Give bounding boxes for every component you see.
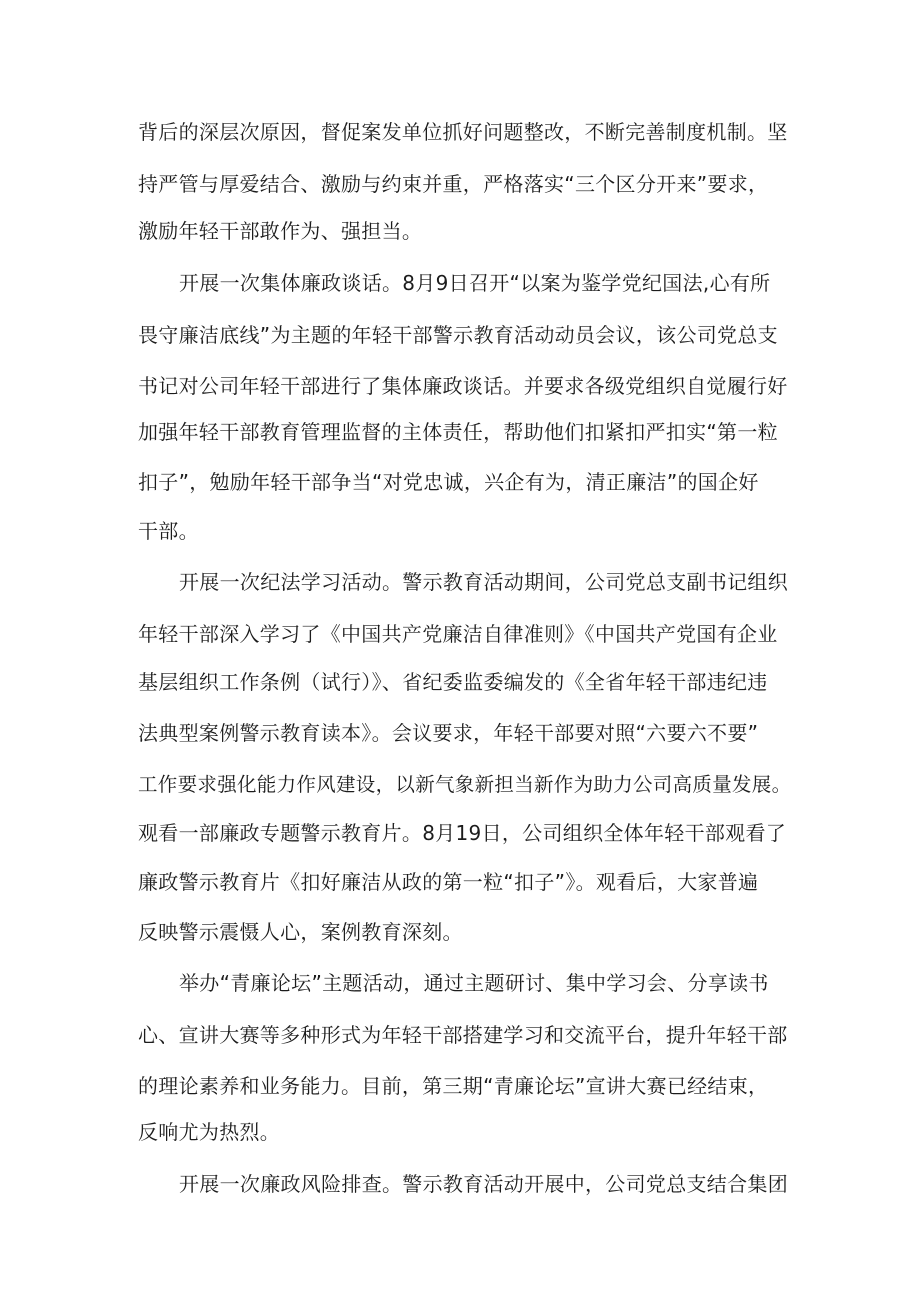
text-line: 举办“青廉论坛”主题活动，通过主题研讨、集中学习会、分享读书	[179, 971, 769, 995]
text-line: 背后的深层次原因，督促案发单位抓好问题整改，不断完善制度机制。坚	[138, 120, 788, 144]
text-line: 开展一次廉政风险排查。警示教育活动开展中，公司党总支结合集团	[179, 1172, 788, 1196]
text-line: 激励年轻干部敢作为、强担当。	[138, 219, 423, 243]
text-line: 干部。	[138, 519, 199, 543]
text-line: 基层组织工作条例（试行）》、省纪委监委编发的《全省年轻干部违纪违	[138, 670, 768, 694]
text-line: 扣子”，勉励年轻干部争当“对党忠诚，兴企有为，清正廉洁”的国企好	[138, 470, 759, 494]
text-line: 开展一次纪法学习活动。警示教育活动期间，公司党总支副书记组织	[179, 570, 788, 594]
text-line: 观看一部廉政专题警示教育片。8月19日，公司组织全体年轻干部观看了	[138, 821, 787, 845]
text-line: 法典型案例警示教育读本》。会议要求，年轻干部要对照“六要六不要”	[138, 721, 759, 745]
text-line: 的理论素养和业务能力。目前，第三期“青廉论坛”宣讲大赛已经结束，	[138, 1074, 769, 1098]
text-line: 廉政警示教育片《扣好廉洁从政的第一粒“扣子”》。观看后，大家普遍	[138, 870, 759, 894]
text-line: 心、宣讲大赛等多种形式为年轻干部搭建学习和交流平台，提升年轻干部	[138, 1023, 788, 1047]
text-line: 书记对公司年轻干部进行了集体廉政谈话。并要求各级党组织自觉履行好	[138, 374, 788, 398]
text-line: 年轻干部深入学习了《中国共产党廉洁自律准则》《中国共产党国有企业	[138, 622, 778, 646]
text-line: 开展一次集体廉政谈话。8月9日召开“以案为鉴学党纪国法,心有所	[179, 271, 771, 295]
text-line: 持严管与厚爱结合、激励与约束并重，严格落实“三个区分开来”要求，	[138, 172, 769, 196]
text-line: 反响尤为热烈。	[138, 1120, 281, 1144]
text-line: 工作要求强化能力作风建设，以新气象新担当新作为助力公司高质量发展。	[138, 773, 792, 796]
text-line: 畏守廉洁底线”为主题的年轻干部警示教育活动动员会议，该公司党总支	[138, 323, 778, 347]
text-line: 加强年轻干部教育管理监督的主体责任，帮助他们扣紧扣严扣实“第一粒	[138, 420, 778, 444]
text-line: 反映警示震慑人心，案例教育深刻。	[138, 920, 463, 944]
